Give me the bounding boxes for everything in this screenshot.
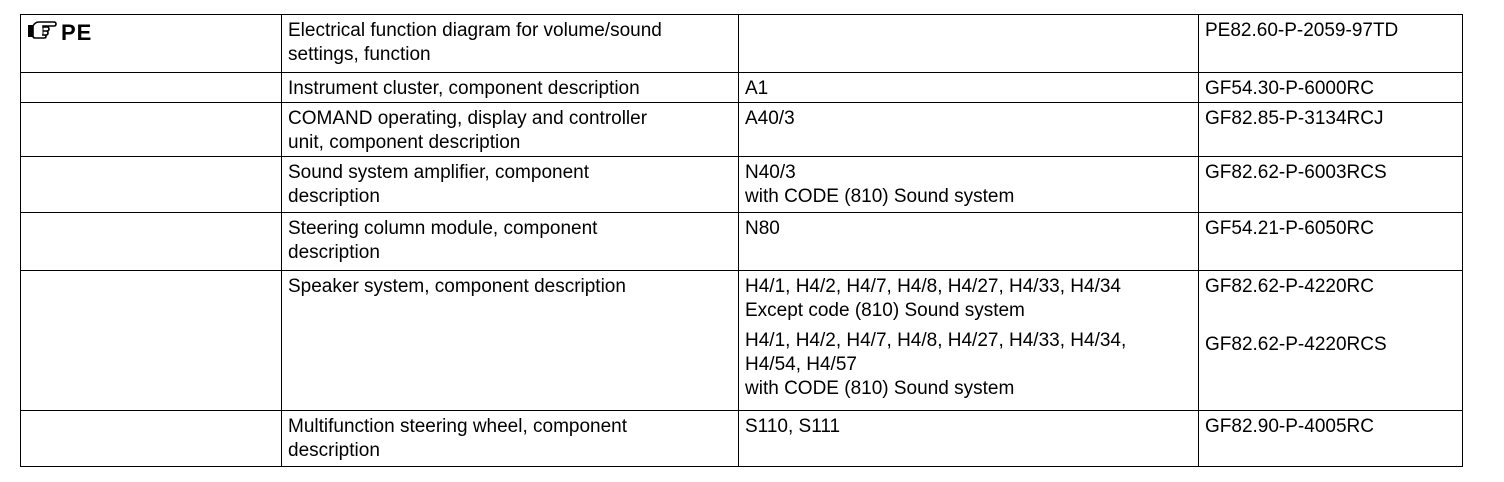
document-reference[interactable]: GF82.85-P-3134RCJ <box>1205 108 1384 129</box>
table-row <box>21 103 1463 157</box>
table-row <box>21 411 1463 467</box>
description-line: Multifunction steering wheel, component <box>288 416 628 437</box>
component-codes: H4/1, H4/2, H4/7, H4/8, H4/27, H4/33, H4/34, <box>745 330 1127 351</box>
pe-label-text: PE <box>61 19 93 45</box>
component-codes: A40/3 <box>745 108 795 129</box>
document-cell <box>1199 15 1463 73</box>
pe-reference-label[interactable] <box>27 19 92 46</box>
component-codes: N40/3 <box>745 162 796 183</box>
description-cell <box>282 213 739 271</box>
codes-cell <box>739 411 1199 467</box>
description-line: COMAND operating, display and controller <box>288 108 648 129</box>
document-reference[interactable]: GF54.21-P-6050RC <box>1205 218 1374 239</box>
table-row <box>21 213 1463 271</box>
document-cell <box>1199 103 1463 157</box>
description-line: description <box>288 440 380 461</box>
component-codes: A1 <box>745 78 769 99</box>
codes-cell <box>739 73 1199 103</box>
component-codes: N80 <box>745 218 780 239</box>
document-cell <box>1199 271 1463 411</box>
component-codes: H4/1, H4/2, H4/7, H4/8, H4/27, H4/33, H4/34 <box>745 276 1121 297</box>
pe-header-cell <box>21 15 282 73</box>
component-codes: S110, S111 <box>745 416 841 437</box>
label-cell <box>21 411 282 467</box>
description-cell <box>282 411 739 467</box>
code-condition: with CODE (810) Sound system <box>745 186 1015 207</box>
document-cell <box>1199 213 1463 271</box>
description-line: Instrument cluster, component description <box>288 78 640 99</box>
description-line: description <box>288 242 380 263</box>
pointing-hand-icon <box>27 19 57 46</box>
codes-cell <box>739 103 1199 157</box>
code-condition: Except code (810) Sound system <box>745 300 1025 321</box>
document-reference[interactable]: GF82.90-P-4005RC <box>1205 416 1374 437</box>
component-codes: H4/54, H4/57 <box>745 354 857 375</box>
document-reference[interactable]: GF82.62-P-6003RCS <box>1205 162 1387 183</box>
description-cell <box>282 73 739 103</box>
description-cell <box>282 103 739 157</box>
document-cell <box>1199 157 1463 213</box>
description-cell <box>282 271 739 411</box>
variant-codes <box>745 329 1192 401</box>
description-cell <box>282 157 739 213</box>
table-row <box>21 157 1463 213</box>
document-cell <box>1199 73 1463 103</box>
label-cell <box>21 271 282 411</box>
description-line: unit, component description <box>288 132 521 153</box>
document-reference[interactable]: PE82.60-P-2059-97TD <box>1205 20 1399 41</box>
table-row <box>21 15 1463 73</box>
document-cell <box>1199 411 1463 467</box>
reference-table <box>20 14 1463 467</box>
code-condition: with CODE (810) Sound system <box>745 378 1015 399</box>
label-cell <box>21 103 282 157</box>
codes-cell <box>739 271 1199 411</box>
description-line: Speaker system, component description <box>288 276 626 297</box>
document-reference[interactable]: GF54.30-P-6000RC <box>1205 78 1374 99</box>
document-reference[interactable]: GF82.62-P-4220RC <box>1205 276 1374 297</box>
description-line: Steering column module, component <box>288 218 598 239</box>
codes-cell <box>739 15 1199 73</box>
variant-codes <box>745 275 1192 323</box>
description-line: settings, function <box>288 44 431 65</box>
label-cell <box>21 157 282 213</box>
table-row <box>21 271 1463 411</box>
codes-cell <box>739 213 1199 271</box>
description-line: description <box>288 186 380 207</box>
description-line: Electrical function diagram for volume/sound <box>288 20 662 41</box>
label-cell <box>21 73 282 103</box>
table-row <box>21 73 1463 103</box>
codes-cell <box>739 157 1199 213</box>
document-reference[interactable]: GF82.62-P-4220RCS <box>1205 334 1387 355</box>
description-line: Sound system amplifier, component <box>288 162 589 183</box>
description-cell <box>282 15 739 73</box>
label-cell <box>21 213 282 271</box>
